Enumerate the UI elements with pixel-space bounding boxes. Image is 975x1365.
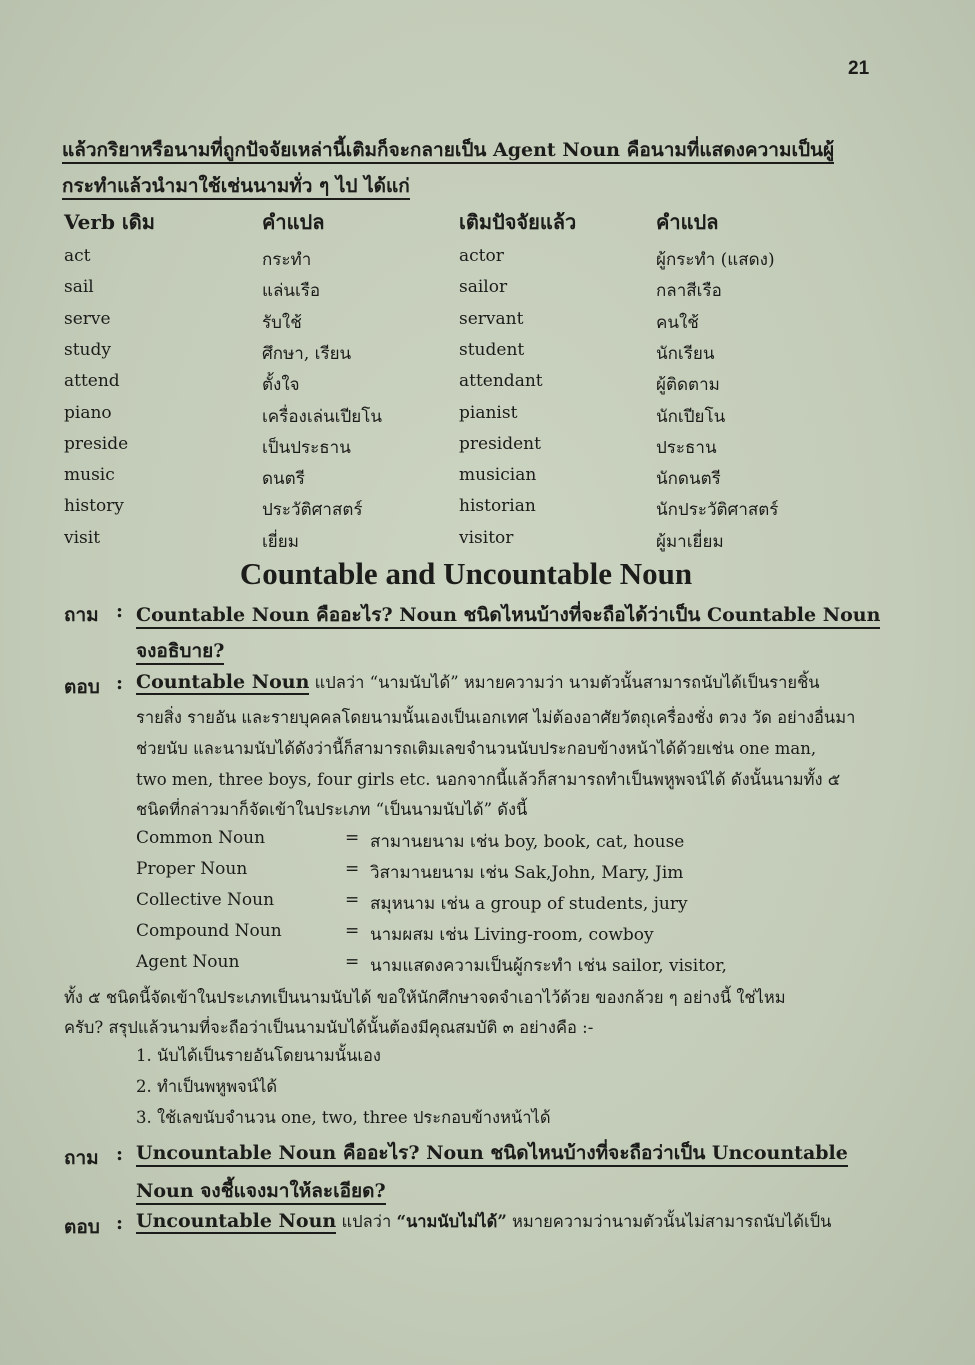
noun-type-name: Common Noun bbox=[136, 828, 266, 848]
noun-type-description: สามานยนาม เช่น boy, book, cat, house bbox=[370, 832, 685, 852]
intro-line-1 bbox=[62, 135, 834, 165]
table-cell-verb-meaning: เยี่ยม bbox=[262, 531, 299, 552]
table-cell-verb: act bbox=[64, 246, 91, 266]
table-cell-verb: preside bbox=[64, 433, 129, 454]
table-cell-suffixed-meaning: นักเรียน bbox=[656, 343, 715, 364]
summary-line-1: ทั้ง ๕ ชนิดนี้จัดเข้าในประเภทเป็นนามนับได้ ขอให้นักศึกษาจดจำเอาไว้ด้วย ของกล้วย ๆ อย่างนี้ ใช่ไหม bbox=[64, 988, 786, 1007]
intro-text-2: กระทำแล้วนำมาใช้เช่นนามทั่ว ๆ ไป ได้แก่ bbox=[62, 175, 410, 200]
table-cell-suffixed: historian bbox=[459, 496, 536, 517]
property-item: 2. ทำเป็นพหูพจน์ได้ bbox=[136, 1077, 278, 1096]
table-cell-suffixed: president bbox=[459, 433, 541, 454]
table-cell-suffixed-meaning: นักประวัติศาสตร์ bbox=[656, 500, 779, 521]
table-cell-suffixed: visitor bbox=[459, 527, 514, 548]
answer-1-line-1-rest: แปลว่า “นามนับได้” หมายความว่า นามตัวนั้นสามารถนับได้เป็นรายชิ้น bbox=[309, 673, 820, 692]
table-cell-suffixed-meaning: กลาสีเรือ bbox=[656, 281, 722, 302]
table-cell-suffixed-meaning: ผู้ติดตาม bbox=[656, 375, 720, 396]
answer-1-line-3: ช่วยนับ และนามนับได้ดังว่านี้ก็สามารถเติมเลขจำนวนนับประกอบข้างหน้าได้ด้วยเช่น one man, bbox=[136, 739, 817, 758]
table-cell-suffixed-meaning: ผู้มาเยี่ยม bbox=[656, 531, 724, 552]
answer-2-term: Uncountable Noun bbox=[136, 1210, 337, 1232]
table-cell-suffixed: sailor bbox=[459, 277, 508, 298]
property-item: 3. ใช้เลขนับจำนวน one, two, three ประกอบข้างหน้าได้ bbox=[136, 1108, 551, 1127]
answer-1-line-1 bbox=[136, 670, 820, 696]
question-2-line-1 bbox=[136, 1138, 848, 1168]
answer-label-1: ตอบ bbox=[64, 676, 100, 698]
question-1-text-1: Countable Noun คืออะไร? Noun ชนิดไหนบ้างที่จะถือได้ว่าเป็น Countable Noun bbox=[136, 604, 880, 629]
table-cell-suffixed: musician bbox=[459, 465, 537, 486]
noun-type-equals: = bbox=[345, 921, 360, 941]
table-cell-verb-meaning: กระทำ bbox=[262, 250, 312, 270]
answer-colon-1: : bbox=[116, 672, 124, 694]
answer-1-line-4: two men, three boys, four girls etc. นอกจากนี้แล้วก็สามารถทำเป็นพหูพจน์ได้ ดังนั้นนามทั้ง ๕ bbox=[136, 770, 841, 789]
noun-type-name: Compound Noun bbox=[136, 921, 282, 941]
table-cell-suffixed: pianist bbox=[459, 402, 518, 423]
answer-1-line-5: ชนิดที่กล่าวมาก็จัดเข้าในประเภท “เป็นนามนับได้” ดังนี้ bbox=[136, 800, 528, 819]
question-label-1: ถาม bbox=[64, 604, 99, 626]
question-label-2: ถาม bbox=[64, 1147, 99, 1169]
question-1-line-2 bbox=[136, 636, 224, 666]
noun-type-name: Proper Noun bbox=[136, 859, 248, 879]
page-number: 21 bbox=[848, 58, 870, 79]
table-cell-verb-meaning: แล่นเรือ bbox=[262, 281, 321, 302]
question-colon-2: : bbox=[116, 1143, 124, 1165]
table-cell-verb: sail bbox=[64, 277, 94, 298]
answer-label-2: ตอบ bbox=[64, 1216, 100, 1238]
property-item: 1. นับได้เป็นรายอันโดยนามนั้นเอง bbox=[136, 1046, 381, 1065]
noun-type-name: Collective Noun bbox=[136, 890, 275, 910]
table-cell-verb-meaning: ดนตรี bbox=[262, 469, 305, 490]
table-cell-suffixed: attendant bbox=[459, 371, 543, 392]
table-cell-suffixed-meaning: ผู้กระทำ (แสดง) bbox=[656, 250, 775, 270]
intro-text-1: แล้วกริยาหรือนามที่ถูกปัจจัยเหล่านี้เติมก็จะกลายเป็น Agent Noun คือนามที่แสดงความเป็นผู้ bbox=[62, 139, 834, 164]
noun-type-description: สมุหนาม เช่น a group of students, jury bbox=[370, 894, 688, 914]
table-cell-verb-meaning: เป็นประธาน bbox=[262, 437, 351, 458]
noun-type-description: วิสามานยนาม เช่น Sak,John, Mary, Jim bbox=[370, 863, 684, 883]
answer-2-line-1 bbox=[136, 1209, 831, 1235]
answer-2-rest-post: หมายความว่านามตัวนั้นไม่สามารถนับได้เป็น bbox=[506, 1212, 832, 1231]
table-header-verb: Verb เดิม bbox=[64, 210, 155, 234]
table-cell-verb: study bbox=[64, 339, 111, 360]
table-header-suffixed: เติมปัจจัยแล้ว bbox=[459, 210, 577, 234]
answer-1-line-2: รายสิ่ง รายอัน และรายบุคคลโดยนามนั้นเองเป็นเอกเทศ ไม่ต้องอาศัยวัตถุเครื่องชั่ง ตวง วัด อย่างอื่นมา bbox=[136, 708, 856, 727]
noun-type-equals: = bbox=[345, 828, 360, 848]
table-header-meaning-2: คำแปล bbox=[656, 210, 719, 234]
table-cell-suffixed-meaning: นักเปียโน bbox=[656, 406, 726, 427]
table-cell-verb: serve bbox=[64, 308, 111, 329]
summary-line-2: ครับ? สรุปแล้วนามที่จะถือว่าเป็นนามนับได้นั้นต้องมีคุณสมบัติ ๓ อย่างคือ :- bbox=[64, 1018, 594, 1037]
question-2-text-2: Noun จงชี้แจงมาให้ละเอียด? bbox=[136, 1180, 386, 1205]
table-cell-verb: visit bbox=[64, 527, 101, 548]
table-cell-suffixed-meaning: นักดนตรี bbox=[656, 469, 721, 490]
table-cell-verb: history bbox=[64, 496, 124, 517]
answer-2-rest-pre: แปลว่า bbox=[336, 1212, 397, 1231]
noun-type-equals: = bbox=[345, 890, 360, 910]
table-cell-verb-meaning: รับใช้ bbox=[262, 312, 302, 333]
table-cell-verb: attend bbox=[64, 371, 120, 392]
table-cell-suffixed: student bbox=[459, 339, 525, 360]
question-colon-1: : bbox=[116, 600, 124, 622]
section-title: Countable and Uncountable Noun bbox=[239, 556, 693, 591]
answer-colon-2: : bbox=[116, 1212, 124, 1234]
intro-line-2 bbox=[62, 171, 410, 201]
noun-type-equals: = bbox=[345, 952, 360, 972]
question-1-line-1 bbox=[136, 600, 880, 630]
table-cell-suffixed-meaning: ประธาน bbox=[656, 437, 717, 458]
noun-type-description: นามแสดงความเป็นผู้กระทำ เช่น sailor, visitor, bbox=[370, 956, 727, 976]
question-1-text-2: จงอธิบาย? bbox=[136, 640, 224, 665]
table-cell-verb-meaning: เครื่องเล่นเปียโน bbox=[262, 406, 382, 427]
table-cell-suffixed: actor bbox=[459, 246, 504, 266]
table-cell-suffixed: servant bbox=[459, 308, 524, 329]
noun-type-description: นามผสม เช่น Living-room, cowboy bbox=[370, 925, 654, 945]
answer-2-quoted: “นามนับไม่ได้” bbox=[396, 1212, 507, 1231]
answer-1-term: Countable Noun bbox=[136, 671, 310, 693]
table-cell-verb: piano bbox=[64, 402, 112, 423]
table-cell-verb-meaning: ศึกษา, เรียน bbox=[262, 343, 352, 364]
table-cell-suffixed-meaning: คนใช้ bbox=[656, 312, 699, 333]
question-2-text-1: Uncountable Noun คืออะไร? Noun ชนิดไหนบ้างที่จะถือว่าเป็น Uncountable bbox=[136, 1142, 848, 1167]
noun-type-equals: = bbox=[345, 859, 360, 879]
table-cell-verb-meaning: ประวัติศาสตร์ bbox=[262, 500, 363, 521]
question-2-line-2 bbox=[136, 1176, 386, 1206]
table-header-meaning: คำแปล bbox=[262, 210, 325, 234]
noun-type-name: Agent Noun bbox=[136, 952, 240, 972]
table-cell-verb: music bbox=[64, 465, 115, 486]
table-cell-verb-meaning: ตั้งใจ bbox=[262, 375, 300, 396]
